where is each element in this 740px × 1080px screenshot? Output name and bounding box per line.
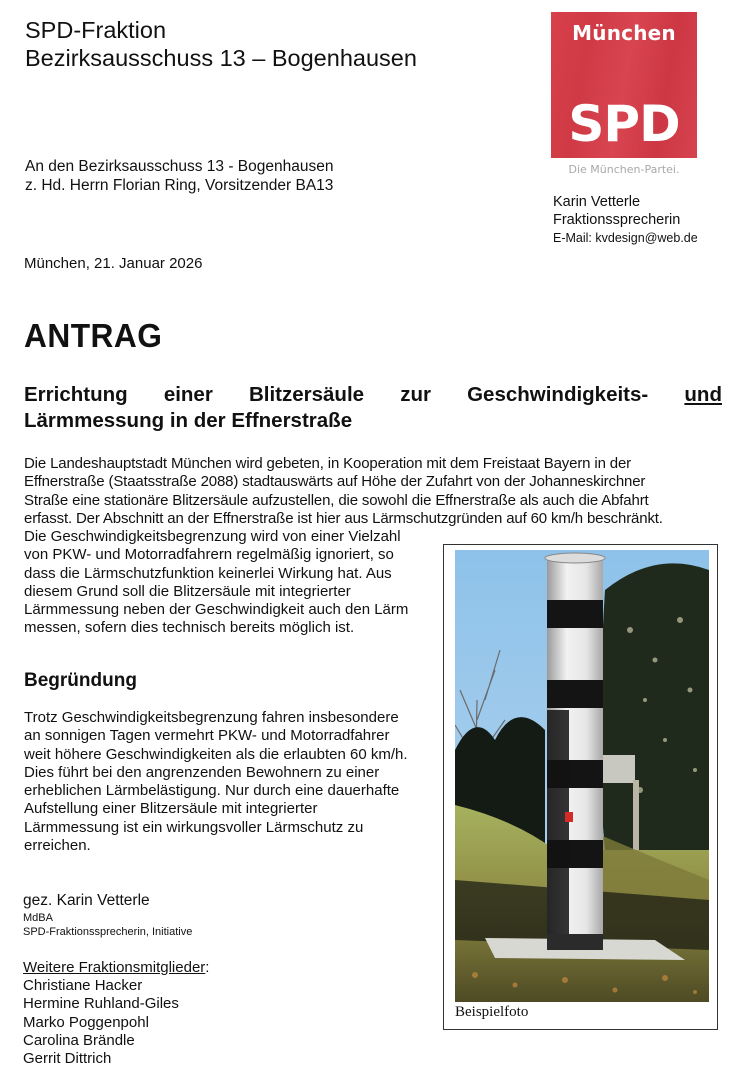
member-name: Hermine Ruhland-Giles: [23, 995, 179, 1013]
signature-title: MdBA: [23, 912, 53, 924]
member-name: Gerrit Dittrich: [23, 1050, 112, 1068]
paragraph-line: Lärmmessung neben der Geschwindigkeit auch den Lärm: [24, 601, 409, 619]
paragraph-line: Die Landeshauptstadt München wird gebeten, in Kooperation mit dem Freistaat Bayern in der: [24, 455, 632, 472]
leafy-tree: [600, 563, 709, 850]
justification-paragraph: [24, 709, 439, 855]
signature-role: SPD-Fraktionssprecherin, Initiative: [23, 926, 193, 938]
recipient-line: z. Hd. Herrn Florian Ring, Vorsitzender BA13: [25, 177, 334, 194]
paragraph-line: diesem Grund soll die Blitzersäule mit integrierter: [24, 582, 351, 600]
logo-party-text: SPD: [568, 95, 680, 153]
district-committee-name: Bezirksausschuss 13 – Bogenhausen: [25, 45, 417, 71]
members-heading-text: Weitere Fraktionsmitglieder: [23, 959, 206, 976]
logo-tagline: Die München-Partei.: [568, 163, 680, 176]
paragraph-line: messen, sofern dies technisch bereits möglich ist.: [24, 619, 355, 637]
paragraph-line: weit höhere Geschwindigkeiten als die erlaubten 60 km/h.: [24, 745, 408, 763]
paragraph-line: Aufstellung einer Blitzersäule mit integrierter: [24, 800, 318, 818]
faction-members: [23, 959, 209, 1068]
photo-caption: Beispielfoto: [455, 1004, 529, 1020]
red-sensor: [565, 812, 573, 822]
members-heading: [23, 959, 209, 977]
members-heading-colon: :: [205, 959, 210, 976]
paragraph-line: an sonnigen Tagen vermehrt PKW- und Motorradfahrer: [24, 727, 390, 745]
paragraph-line: Die Geschwindigkeitsbegrenzung wird von einer Vielzahl: [24, 528, 401, 545]
subject-word: Blitzersäule: [248, 383, 365, 406]
spd-munich-logo: [551, 12, 697, 158]
sender-name: Karin Vetterle: [553, 194, 641, 210]
paragraph-line: Straße eine stationäre Blitzersäule aufzustellen, die sowohl die Effnerstraße als auch die Abfahrt: [24, 491, 649, 509]
paragraph-line: erfasst. Der Abschnitt an der Effnerstraße ist hier aus Lärmschutzgründen auf 60 km/h beschränkt.: [24, 509, 663, 527]
subject-line-1: [24, 382, 722, 408]
pillar-shadow-side: [547, 710, 569, 950]
member-name: Christiane Hacker: [23, 977, 143, 995]
subject-underlined-word: und: [684, 383, 722, 406]
justification-heading: Begründung: [24, 670, 137, 691]
speed-camera-pillar: [545, 553, 605, 950]
speed-camera-pillar-photo: [455, 550, 709, 1002]
paragraph-line: Trotz Geschwindigkeitsbegrenzung fahren insbesondere: [24, 709, 399, 726]
document-type-heading: ANTRAG: [24, 317, 163, 354]
sender-email: E-Mail: kvdesign@web.de: [553, 231, 698, 245]
subject-word: zur: [400, 383, 431, 406]
subject-word: Errichtung: [24, 383, 128, 406]
signature-details: [23, 911, 192, 939]
subject-word: einer: [163, 383, 213, 406]
paragraph-line: dass die Lärmschutzfunktion keinerlei Wirkung hat. Aus: [24, 564, 392, 582]
paragraph-line: Effnerstraße (Staatsstraße 2088) stadtauswärts auf Höhe der Zufahrt von der Johanneskirchner: [24, 473, 646, 491]
pillar-base: [547, 934, 603, 950]
subject-line-2: Lärmmessung in der Effnerstraße: [24, 409, 353, 432]
example-photo: [455, 550, 709, 1002]
member-name: Carolina Brändle: [23, 1031, 135, 1049]
request-paragraph: [24, 455, 724, 528]
document-date: München, 21. Januar 2026: [24, 255, 203, 272]
paragraph-line: Dies führt bei den angrenzenden Bewohnern zu einer: [24, 763, 380, 781]
shed: [603, 755, 635, 783]
subject-word: Geschwindigkeits-: [467, 383, 649, 406]
sender-role: Fraktionssprecherin: [553, 212, 681, 228]
logo-city-text: München: [572, 21, 676, 45]
pillar-band: [547, 680, 603, 708]
request-paragraph-continued: [24, 528, 444, 638]
paragraph-line: von PKW- und Motorradfahrern regelmäßig ignoriert, so: [24, 546, 394, 564]
recipient-line: An den Bezirksausschuss 13 - Bogenhausen: [25, 158, 334, 175]
faction-name: SPD-Fraktion: [25, 17, 167, 43]
subject-heading: [24, 382, 722, 434]
pillar-band: [547, 600, 603, 628]
recipient-address: [25, 157, 333, 195]
faction-header: [25, 16, 417, 72]
paragraph-line: Lärmmessung ist ein wirkungsvoller Lärmschutz zu: [24, 818, 364, 836]
paragraph-line: erheblichen Lärmbelästigung. Nur durch eine dauerhafte: [24, 782, 400, 800]
signature-name: gez. Karin Vetterle: [23, 892, 150, 909]
paragraph-line: erreichen.: [24, 837, 91, 855]
member-name: Marko Poggenpohl: [23, 1013, 149, 1031]
sender-block: [553, 193, 698, 247]
